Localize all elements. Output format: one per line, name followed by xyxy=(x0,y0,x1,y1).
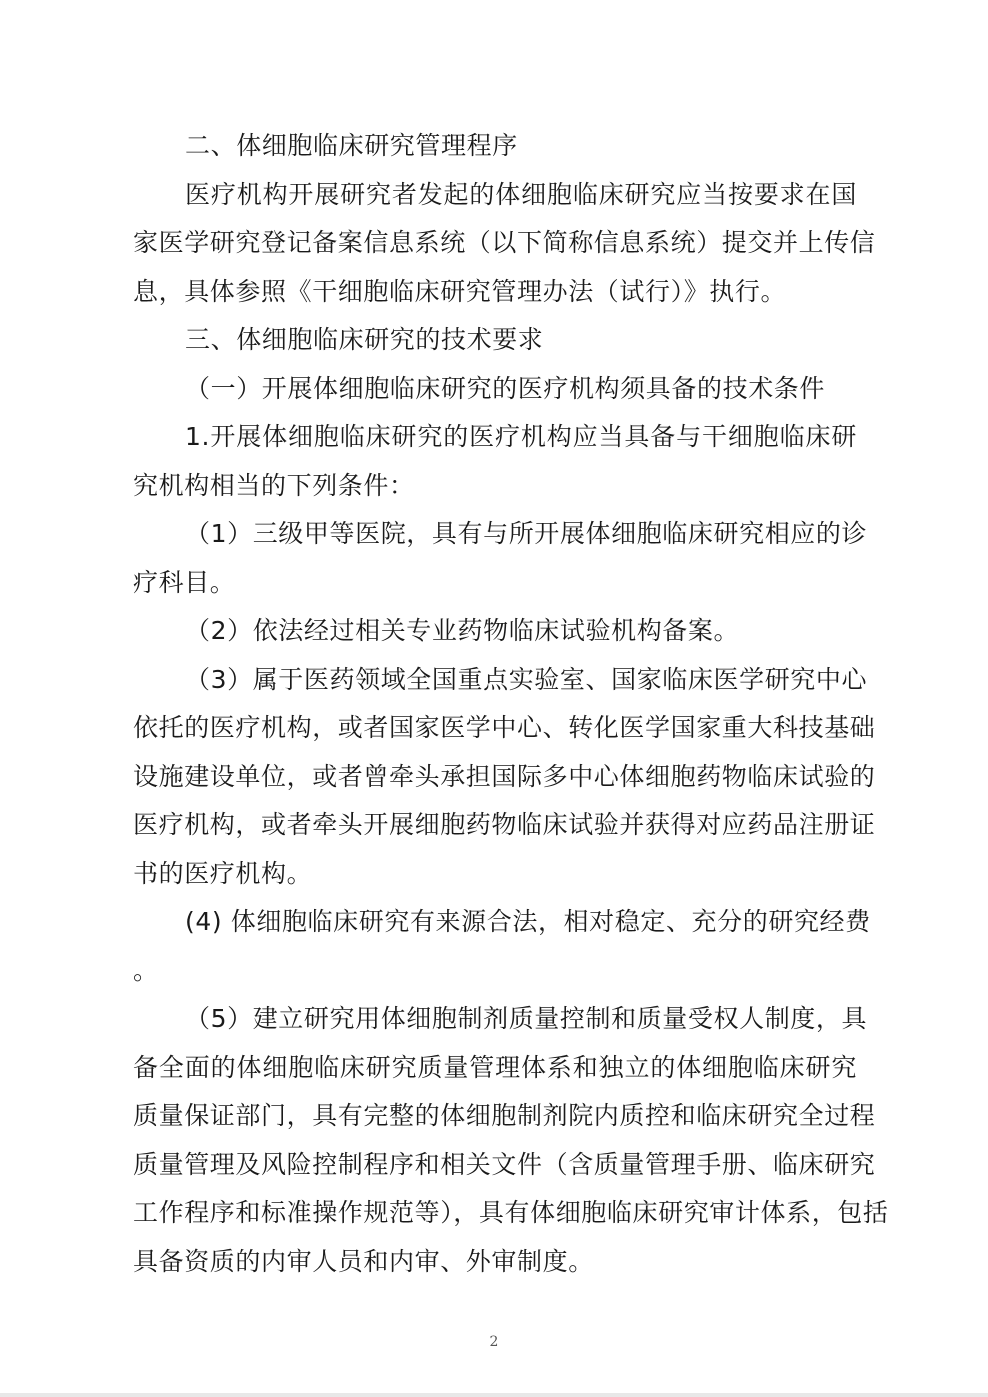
paragraph-line: 1.开展体细胞临床研究的医疗机构应当具备与干细胞临床研 xyxy=(185,422,857,451)
list-item-line: （5）建立研究用体细胞制剂质量控制和质量受权人制度，具 xyxy=(185,1004,868,1033)
section-heading-2: 二、体细胞临床研究管理程序 xyxy=(185,131,518,160)
list-item-line: 疗科目。 xyxy=(133,567,236,597)
list-item-line: 备全面的体细胞临床研究质量管理体系和独立的体细胞临床研究 xyxy=(133,1052,857,1082)
list-item-line: （1）三级甲等医院，具有与所开展体细胞临床研究相应的诊 xyxy=(185,519,868,548)
list-item-line: 质量管理及风险控制程序和相关文件（含质量管理手册、临床研究 xyxy=(133,1149,876,1179)
paragraph-line: 家医学研究登记备案信息系统（以下简称信息系统）提交并上传信 xyxy=(133,228,876,257)
list-item-line: （3）属于医药领域全国重点实验室、国家临床医学研究中心 xyxy=(185,664,868,694)
paragraph-line: 医疗机构开展研究者发起的体细胞临床研究应当按要求在国 xyxy=(185,179,857,209)
list-item-line: 。 xyxy=(133,955,159,985)
page-bottom-edge xyxy=(0,1393,988,1397)
list-item-line: 依托的医疗机构，或者国家医学中心、转化医学国家重大科技基础 xyxy=(133,713,876,742)
list-item-line: 具备资质的内审人员和内审、外审制度。 xyxy=(133,1246,594,1276)
paragraph-line: 息，具体参照《干细胞临床研究管理办法（试行）》执行。 xyxy=(133,276,787,306)
list-item-line: （2）依法经过相关专业药物临床试验机构备案。 xyxy=(185,616,740,645)
page-number: 2 xyxy=(489,1334,499,1350)
list-item-line: 工作程序和标准操作规范等），具有体细胞临床研究审计体系，包括 xyxy=(133,1198,889,1227)
list-item-line: 质量保证部门，具有完整的体细胞制剂院内质控和临床研究全过程 xyxy=(133,1101,876,1130)
list-item-line: 书的医疗机构。 xyxy=(133,858,313,888)
subsection-heading-1: （一）开展体细胞临床研究的医疗机构须具备的技术条件 xyxy=(185,373,826,403)
list-item-line: (4) 体细胞临床研究有来源合法，相对稳定、充分的研究经费 xyxy=(185,907,871,936)
document-body xyxy=(133,122,889,1286)
section-heading-3: 三、体细胞临床研究的技术要求 xyxy=(185,325,544,354)
paragraph-line: 究机构相当的下列条件： xyxy=(133,470,415,500)
list-item-line: 设施建设单位，或者曾牵头承担国际多中心体细胞药物临床试验的 xyxy=(133,761,876,791)
list-item-line: 医疗机构，或者牵头开展细胞药物临床试验并获得对应药品注册证 xyxy=(133,810,876,839)
